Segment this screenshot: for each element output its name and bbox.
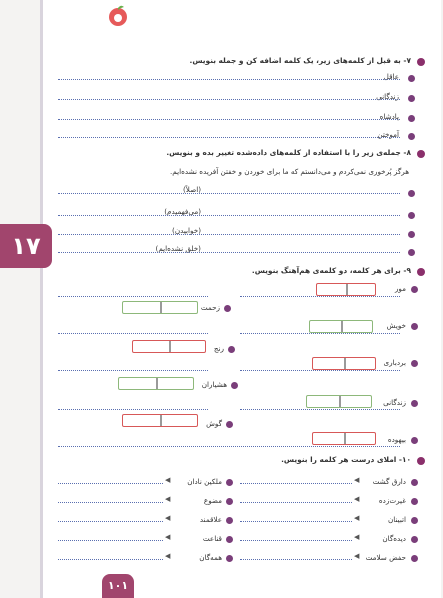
section-8-sentence: هرگز پُرخوری نمی‌کردم و می‌دانستم که ما برای خوردن و خفتن آفریده نشده‌ایم. xyxy=(170,167,409,176)
word-box-pair[interactable] xyxy=(306,395,372,408)
arrow-icon: ◀ xyxy=(354,495,360,503)
section-9-bullet xyxy=(417,268,425,276)
answer-line[interactable] xyxy=(58,79,400,80)
item-bullet xyxy=(411,323,418,330)
arrow-icon: ◀ xyxy=(354,533,360,541)
arrow-icon: ◀ xyxy=(165,533,171,541)
item-bullet xyxy=(226,421,233,428)
answer-line[interactable] xyxy=(240,521,352,522)
answer-line[interactable] xyxy=(58,502,163,503)
answer-line[interactable] xyxy=(58,193,400,194)
section-9-word: زحمت xyxy=(200,303,220,312)
item-bullet xyxy=(408,75,415,82)
section-10-bullet xyxy=(417,457,425,465)
answer-line[interactable] xyxy=(58,234,400,235)
answer-line[interactable] xyxy=(58,215,400,216)
item-bullet xyxy=(411,479,418,486)
answer-line[interactable] xyxy=(58,446,400,447)
answer-line[interactable] xyxy=(58,99,400,100)
item-bullet xyxy=(226,498,233,505)
item-bullet xyxy=(224,305,231,312)
answer-line[interactable] xyxy=(58,409,208,410)
page-number: ۱۰۱ xyxy=(102,574,134,598)
arrow-icon: ◀ xyxy=(354,476,360,484)
answer-line[interactable] xyxy=(58,296,208,297)
section-7-bullet xyxy=(417,58,425,66)
section-10-word: دیده‌گان xyxy=(382,534,406,543)
section-10-word: قناعت xyxy=(202,534,222,543)
section-7-title: ۷- به قبل از کلمه‌های زیر، یک کلمه اضافه کن و جمله بنویس. xyxy=(189,56,411,65)
arrow-icon: ◀ xyxy=(354,552,360,560)
arrow-icon: ◀ xyxy=(165,476,171,484)
answer-line[interactable] xyxy=(58,119,400,120)
item-bullet xyxy=(408,115,415,122)
item-bullet xyxy=(226,517,233,524)
answer-line[interactable] xyxy=(240,483,352,484)
section-9-word: بیهوده xyxy=(387,435,406,444)
answer-line[interactable] xyxy=(58,370,208,371)
section-7-word: زندگانی xyxy=(376,92,399,101)
item-bullet xyxy=(228,346,235,353)
answer-line[interactable] xyxy=(240,502,352,503)
answer-line[interactable] xyxy=(58,559,163,560)
section-10-word: اتبینان xyxy=(388,515,406,524)
item-bullet xyxy=(411,536,418,543)
section-10-title: ۱۰- املای درست هر کلمه را بنویس. xyxy=(281,455,411,464)
section-9-word: زندگانی xyxy=(383,398,406,407)
answer-line[interactable] xyxy=(58,252,400,253)
section-10-word: علاقمند xyxy=(199,515,222,524)
section-7-word: آموختن xyxy=(377,130,399,139)
section-8-hint: (خلق نشده‌ایم) xyxy=(155,244,201,253)
lesson-number-tab: ۱۷ xyxy=(0,224,52,268)
item-bullet xyxy=(411,360,418,367)
item-bullet xyxy=(411,286,418,293)
item-bullet xyxy=(226,479,233,486)
arrow-icon: ◀ xyxy=(165,495,171,503)
word-box-pair[interactable] xyxy=(118,377,194,390)
answer-line[interactable] xyxy=(240,333,400,334)
section-9-word: هشیاران xyxy=(201,380,227,389)
item-bullet xyxy=(411,517,418,524)
section-9-word: گوش xyxy=(206,419,222,428)
word-box-pair[interactable] xyxy=(312,432,376,445)
section-9-word: بردباری xyxy=(383,358,406,367)
arrow-icon: ◀ xyxy=(165,552,171,560)
section-10-word: دارق گشت xyxy=(372,477,406,486)
section-9-word: مور xyxy=(394,284,406,293)
section-8-hint: (خوابیدن) xyxy=(172,226,201,235)
item-bullet xyxy=(411,400,418,407)
item-bullet xyxy=(226,536,233,543)
section-10-word: مضوع xyxy=(203,496,222,505)
publisher-logo xyxy=(106,4,130,28)
arrow-icon: ◀ xyxy=(354,514,360,522)
answer-line[interactable] xyxy=(58,483,163,484)
answer-line[interactable] xyxy=(58,333,208,334)
answer-line[interactable] xyxy=(58,540,163,541)
item-bullet xyxy=(411,498,418,505)
section-8-hint: (اصلاً) xyxy=(183,185,201,194)
section-10-word: غیرت‌زده xyxy=(378,496,406,505)
answer-line[interactable] xyxy=(240,409,400,410)
answer-line[interactable] xyxy=(58,521,163,522)
section-8-bullet xyxy=(417,150,425,158)
arrow-icon: ◀ xyxy=(165,514,171,522)
answer-line[interactable] xyxy=(58,137,400,138)
word-box-pair[interactable] xyxy=(312,357,376,370)
section-8-title: ۸- جمله‌ی زیر را با استفاده از کلمه‌های داده‌شده تغییر بده و بنویس. xyxy=(166,148,411,157)
item-bullet xyxy=(408,231,415,238)
answer-line[interactable] xyxy=(240,540,352,541)
section-7-word: عاقل xyxy=(383,72,399,81)
item-bullet xyxy=(231,382,238,389)
workbook-page xyxy=(40,0,441,598)
item-bullet xyxy=(411,437,418,444)
section-10-word: ملکین نادان xyxy=(187,477,222,486)
item-bullet xyxy=(408,95,415,102)
word-box-pair[interactable] xyxy=(309,320,373,333)
answer-line[interactable] xyxy=(240,559,352,560)
section-8-hint: (می‌فهمیدم) xyxy=(164,207,201,216)
word-box-pair[interactable] xyxy=(316,283,376,296)
answer-line[interactable] xyxy=(240,296,400,297)
section-10-word: همه‌گان xyxy=(199,553,222,562)
word-box-pair[interactable] xyxy=(122,301,198,314)
item-bullet xyxy=(226,555,233,562)
section-9-title: ۹- برای هر کلمه، دو کلمه‌ی هم‌آهنگ بنویس. xyxy=(251,266,411,275)
section-9-word: خویش xyxy=(386,321,406,330)
item-bullet xyxy=(411,555,418,562)
answer-line[interactable] xyxy=(240,370,400,371)
section-7-word: پادشاه xyxy=(379,112,399,121)
item-bullet xyxy=(408,212,415,219)
item-bullet xyxy=(408,190,415,197)
section-9-word: رنج xyxy=(213,344,224,353)
section-10-word: حفض سلامت xyxy=(365,553,406,562)
word-box-pair[interactable] xyxy=(122,414,198,427)
item-bullet xyxy=(408,133,415,140)
item-bullet xyxy=(408,249,415,256)
word-box-pair[interactable] xyxy=(132,340,206,353)
